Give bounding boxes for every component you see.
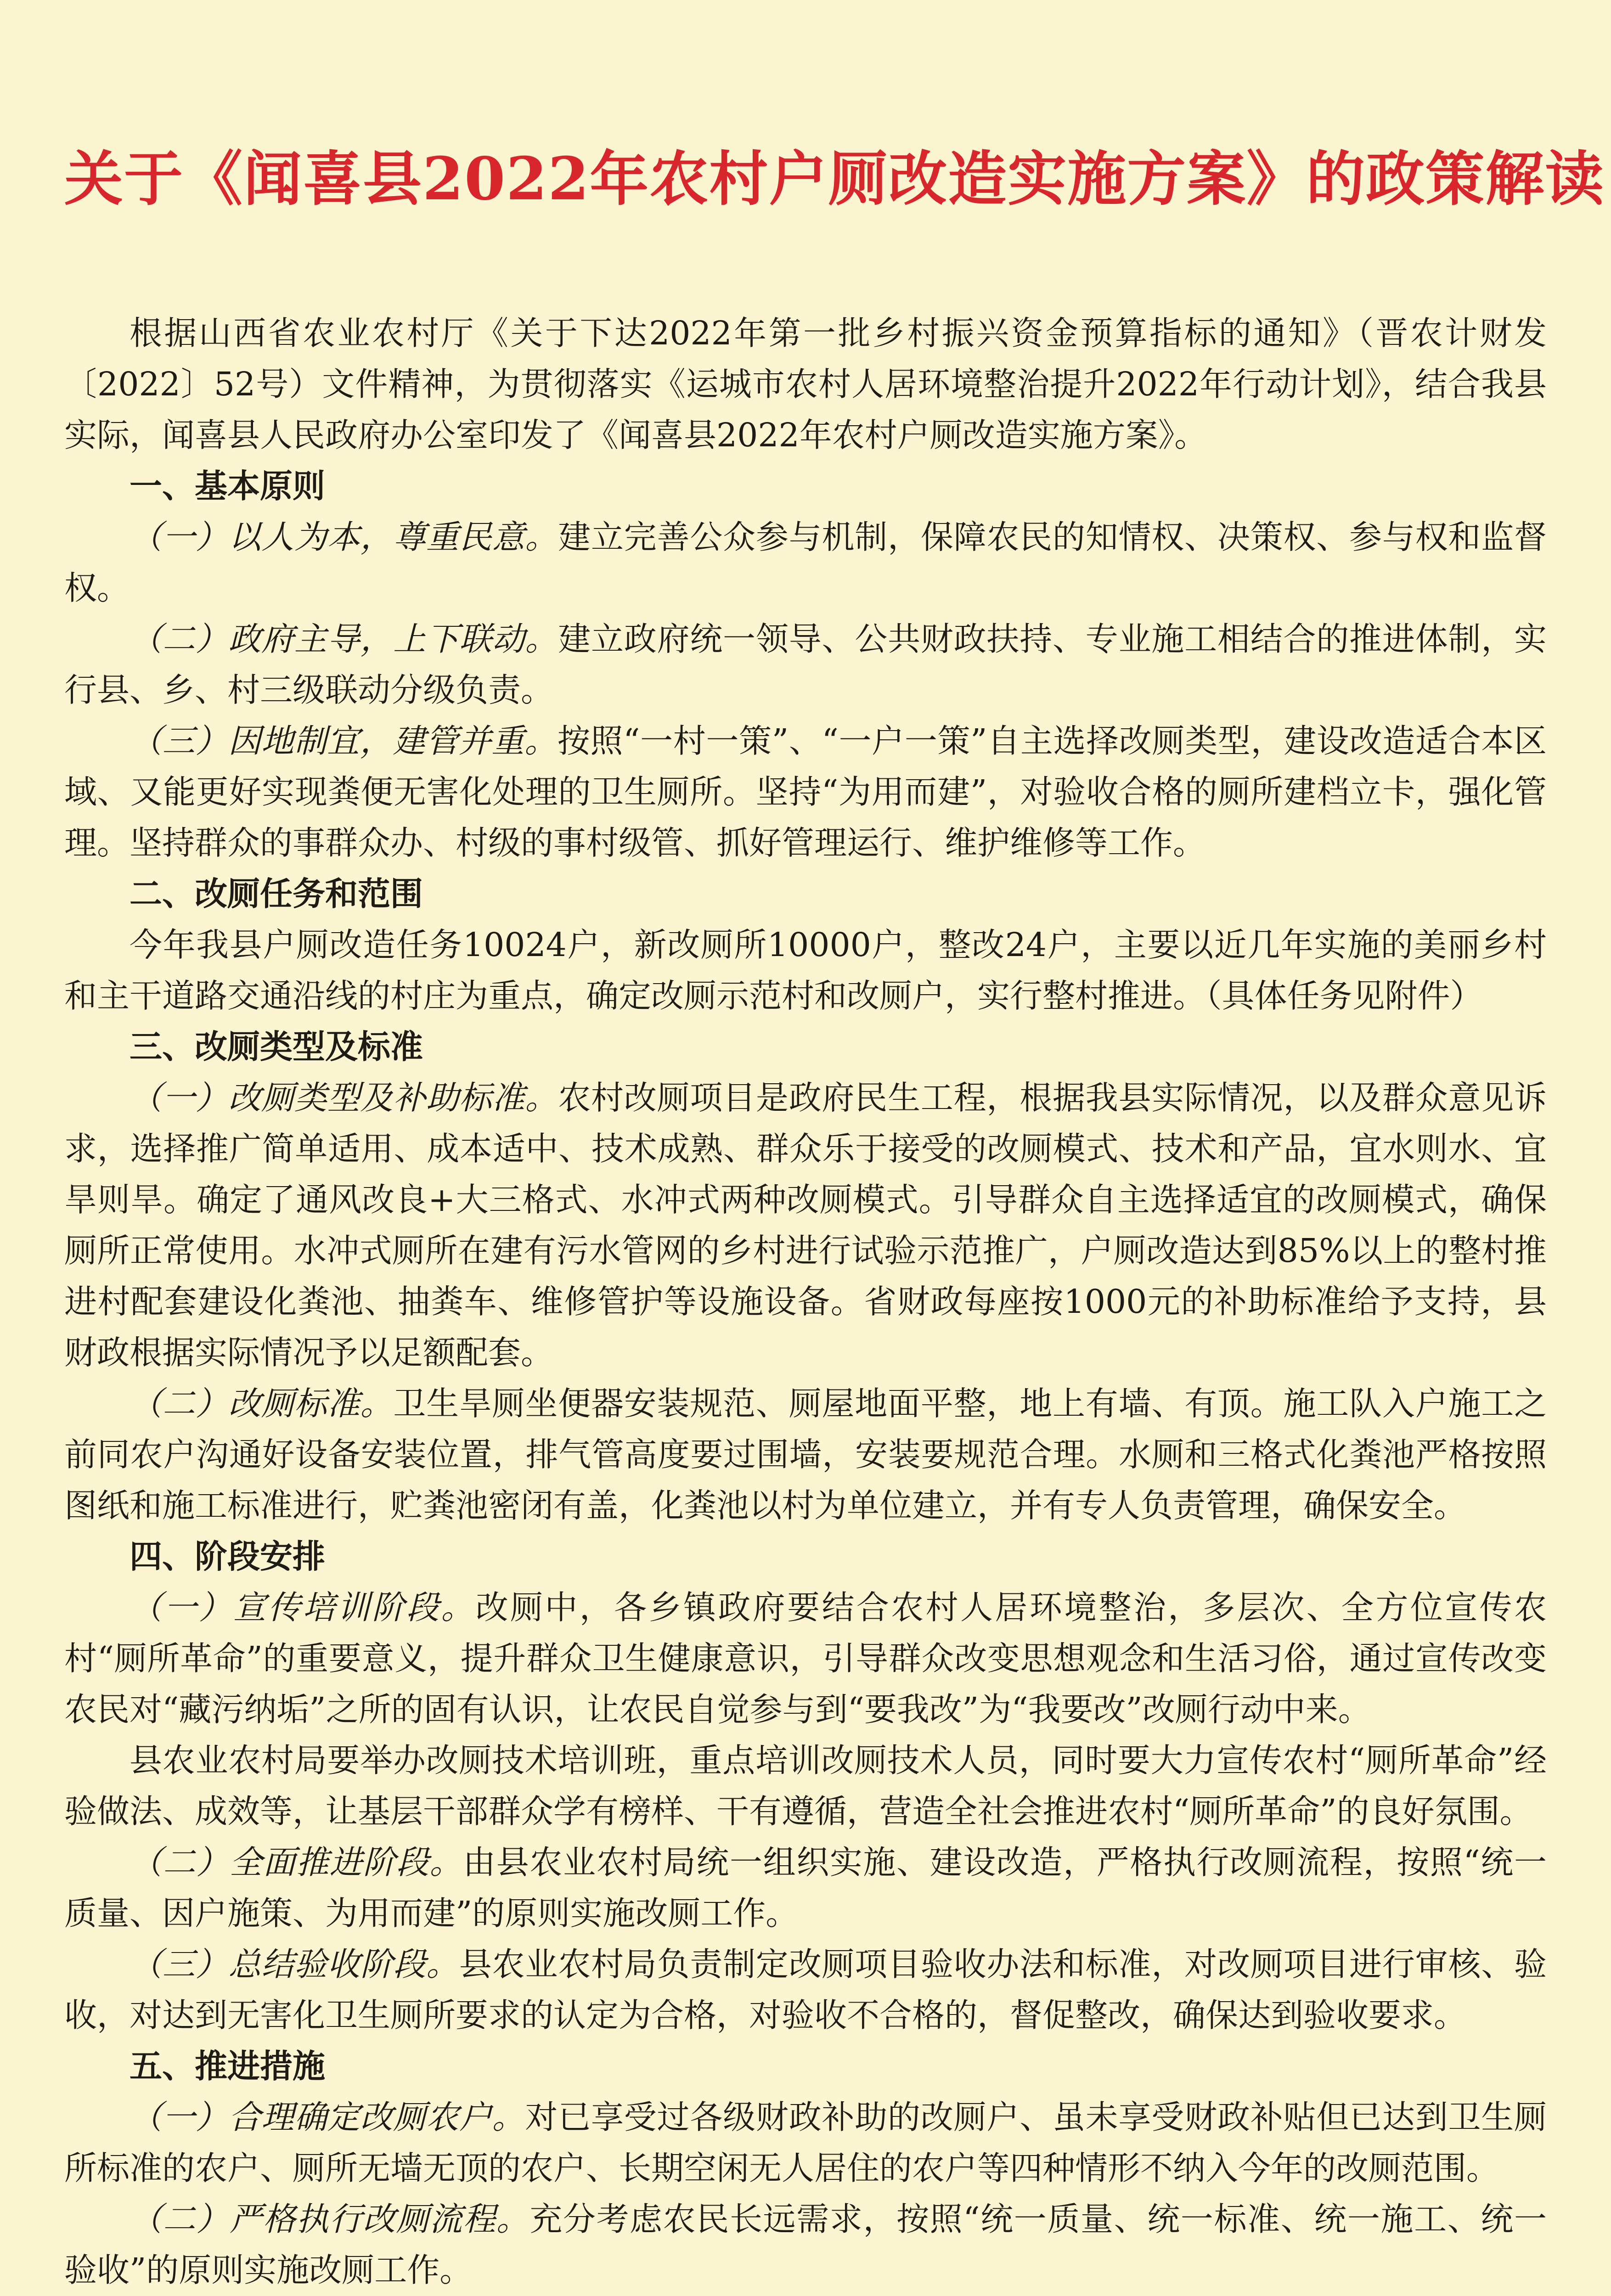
paragraph-text: 农村改厕项目是政府民生工程，根据我县实际情况，以及群众意见诉求，选择推广简单适用、成本适中、技术成熟、群众乐于接受的改厕模式、技术和产品，宜水则水、宜旱则旱。确定了通风改良+大三格式、水冲式两种改厕模式。引导群众自主选择适宜的改厕模式，确保厕所正常使用。水冲式厕所在建有污水管网的乡村进行试验示范推广，户厕改造达到85%以上的整村推进村配套建设化粪池、抽粪车、维修管护等设施设备。省财政每座按1000元的补助标准给予支持，县财政根据实际情况予以足额配套。 xyxy=(64,1079,1547,1372)
paragraph-lead: （二）政府主导，上下联动。 xyxy=(130,620,558,658)
paragraph-lead: （二）全面推进阶段。 xyxy=(130,1843,463,1881)
section-paragraph xyxy=(64,1072,1547,1378)
document-title: 关于《闻喜县2022年农村户厕改造实施方案》的政策解读 xyxy=(64,145,1605,214)
paragraph-lead: （三）总结验收阶段。 xyxy=(130,1945,459,1983)
section-paragraph xyxy=(64,613,1547,715)
paragraph-lead: （一）宣传培训阶段。 xyxy=(130,1588,476,1626)
section-heading-types: 三、改厕类型及标准 xyxy=(130,1028,423,1066)
paragraph-text: 充分考虑农民长远需求，按照“统一质量、统一标准、统一施工、统一验收”的原则实施改厕工作。 xyxy=(64,2200,1547,2289)
paragraph-lead: （一）合理确定改厕农户。 xyxy=(130,2098,525,2136)
section-paragraph xyxy=(64,512,1547,613)
paragraph-lead: （一）以人为本，尊重民意。 xyxy=(130,518,558,556)
paragraph-text: 建立政府统一领导、公共财政扶持、专业施工相结合的推进体制，实行县、乡、村三级联动分级负责。 xyxy=(64,620,1547,709)
section-paragraph xyxy=(64,715,1547,868)
section-heading-principles: 一、基本原则 xyxy=(130,467,326,505)
paragraph-text: 由县农业农村局统一组织实施、建设改造，严格执行改厕流程，按照“统一质量、因户施策、为用而建”的原则实施改厕工作。 xyxy=(64,1843,1547,1932)
section-paragraph xyxy=(64,1939,1547,2041)
section-paragraph xyxy=(64,1582,1547,1735)
section-paragraph xyxy=(64,1378,1547,1531)
section-paragraph xyxy=(64,2194,1547,2296)
document-body xyxy=(64,308,1547,2296)
intro-paragraph: 根据山西省农业农村厅《关于下达2022年第一批乡村振兴资金预算指标的通知》（晋农计财发〔2022〕52号）文件精神，为贯彻落实《运城市农村人居环境整治提升2022年行动计划》，结合我县实际，闻喜县人民政府办公室印发了《闻喜县2022年农村户厕改造实施方案》。 xyxy=(64,314,1547,454)
paragraph-lead: （二）改厕标准。 xyxy=(130,1384,394,1423)
paragraph-text: 卫生旱厕坐便器安装规范、厕屋地面平整，地上有墙、有顶。施工队入户施工之前同农户沟通好设备安装位置，排气管高度要过围墙，安装要规范合理。水厕和三格式化粪池严格按照图纸和施工标准进行，贮粪池密闭有盖，化粪池以村为单位建立，并有专人负责管理，确保安全。 xyxy=(64,1384,1547,1525)
paragraph-text: 改厕中，各乡镇政府要结合农村人居环境整治，多层次、全方位宣传农村“厕所革命”的重要意义，提升群众卫生健康意识，引导群众改变思想观念和生活习俗，通过宣传改变农民对“藏污纳垢”之所的固有认识，让农民自觉参与到“要我改”为“我要改”改厕行动中来。 xyxy=(64,1588,1547,1728)
paragraph-text: 对已享受过各级财政补助的改厕户、虽未享受财政补贴但已达到卫生厕所标准的农户、厕所无墙无顶的农户、长期空闲无人居住的农户等四种情形不纳入今年的改厕范围。 xyxy=(64,2098,1547,2187)
section-paragraph xyxy=(64,2092,1547,2194)
paragraph-text: 建立完善公众参与机制，保障农民的知情权、决策权、参与权和监督权。 xyxy=(64,518,1547,607)
section-heading-tasks: 二、改厕任务和范围 xyxy=(130,875,423,913)
paragraph-lead: （三）因地制宜，建管并重。 xyxy=(130,722,558,760)
section-paragraph xyxy=(64,1735,1547,1837)
paragraph-text: 按照“一村一策”、“一户一策”自主选择改厕类型，建设改造适合本区域、又能更好实现粪便无害化处理的卫生厕所。坚持“为用而建”，对验收合格的厕所建档立卡，强化管理。坚持群众的事群众办、村级的事村级管、抓好管理运行、维护维修等工作。 xyxy=(64,722,1547,862)
section-heading-measures: 五、推进措施 xyxy=(130,2047,326,2085)
section-paragraph xyxy=(64,919,1547,1021)
section-heading-stages: 四、阶段安排 xyxy=(130,1537,326,1576)
paragraph-text: 今年我县户厕改造任务10024户，新改厕所10000户，整改24户，主要以近几年实施的美丽乡村和主干道路交通沿线的村庄为重点，确定改厕示范村和改厕户，实行整村推进。（具体任务见附件） xyxy=(64,926,1547,1015)
paragraph-lead: （一）改厕类型及补助标准。 xyxy=(130,1079,558,1117)
paragraph-text: 县农业农村局负责制定改厕项目验收办法和标准，对改厕项目进行审核、验收，对达到无害化卫生厕所要求的认定为合格，对验收不合格的，督促整改，确保达到验收要求。 xyxy=(64,1945,1547,2034)
paragraph-lead: （二）严格执行改厕流程。 xyxy=(130,2200,530,2238)
section-paragraph xyxy=(64,1837,1547,1939)
paragraph-text: 县农业农村局要举办改厕技术培训班，重点培训改厕技术人员，同时要大力宣传农村“厕所革命”经验做法、成效等，让基层干部群众学有榜样、干有遵循，营造全社会推进农村“厕所革命”的良好氛围。 xyxy=(64,1741,1547,1830)
